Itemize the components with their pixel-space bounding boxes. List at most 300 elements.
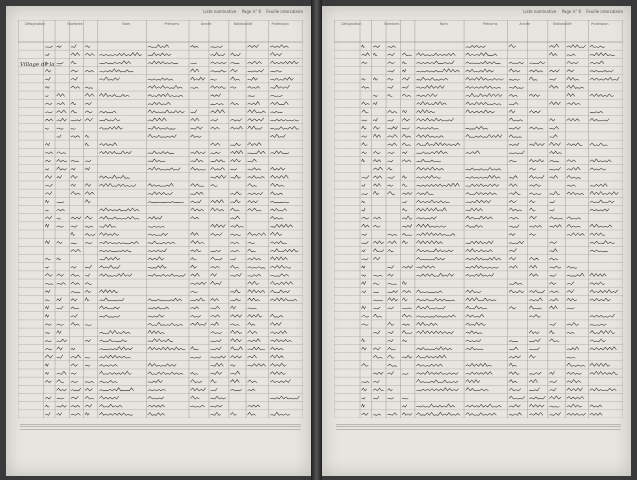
handwritten-entry (71, 364, 78, 367)
handwritten-entry (388, 290, 398, 292)
handwritten-entry (230, 159, 240, 162)
handwritten-entry (248, 143, 262, 146)
handwritten-entry (71, 70, 78, 72)
handwritten-entry (402, 94, 411, 97)
handwritten-entry (248, 176, 265, 179)
handwritten-entry (567, 77, 580, 80)
handwritten-entry (99, 61, 131, 64)
handwritten-entry (57, 339, 67, 342)
handwritten-entry (529, 404, 544, 407)
handwritten-entry (402, 216, 412, 219)
handwritten-entry (85, 404, 92, 407)
handwritten-entry (71, 243, 77, 244)
column-header: Profession (271, 22, 289, 26)
handwritten-entry (590, 233, 605, 236)
handwritten-entry (416, 175, 440, 178)
handwritten-entry (99, 175, 129, 178)
handwritten-entry (402, 134, 411, 137)
handwritten-entry (362, 266, 366, 268)
handwritten-entry (362, 224, 370, 227)
handwritten-entry (388, 176, 395, 178)
handwritten-entry (362, 78, 366, 80)
handwritten-entry (549, 241, 556, 243)
handwritten-entry (211, 200, 224, 203)
handwritten-entry (402, 314, 412, 317)
handwritten-entry (402, 201, 407, 203)
handwritten-entry (191, 167, 206, 170)
handwritten-entry (211, 266, 220, 268)
handwritten-entry (362, 291, 367, 293)
handwritten-entry (248, 45, 259, 48)
handwritten-entry (71, 314, 78, 317)
handwritten-entry (362, 404, 365, 407)
handwritten-entry (45, 53, 49, 55)
handwritten-entry (99, 388, 133, 391)
handwritten-entry (567, 357, 576, 358)
handwritten-entry (590, 290, 618, 293)
handwritten-entry (230, 250, 239, 252)
handwritten-entry (529, 306, 542, 309)
handwritten-entry (85, 265, 92, 268)
handwritten-entry (57, 324, 64, 325)
handwritten-entry (373, 257, 380, 260)
handwritten-entry (466, 216, 493, 219)
handwritten-entry (388, 135, 398, 138)
handwritten-entry (230, 290, 240, 293)
handwritten-entry (191, 380, 202, 383)
handwritten-entry (388, 95, 393, 97)
handwritten-entry (230, 175, 240, 178)
handwritten-entry (529, 234, 536, 236)
handwritten-entry (85, 160, 91, 162)
handwritten-entry (248, 267, 266, 269)
handwritten-entry (509, 176, 518, 179)
handwritten-entry (45, 283, 53, 284)
column-header: Nom (439, 22, 448, 26)
handwritten-entry (248, 405, 261, 407)
handwritten-entry (71, 307, 79, 309)
handwritten-entry (590, 184, 608, 187)
register-table (334, 20, 623, 418)
handwritten-entry (211, 273, 217, 276)
handwritten-entry (402, 209, 407, 211)
handwritten-entry (466, 347, 484, 350)
handwritten-entry (466, 53, 498, 56)
handwritten-entry (230, 315, 242, 318)
handwritten-entry (388, 185, 394, 187)
handwritten-entry (270, 77, 293, 80)
handwritten-entry (509, 118, 523, 121)
handwritten-entry (529, 355, 535, 358)
handwritten-entry (211, 160, 226, 162)
handwritten-entry (590, 405, 602, 407)
handwritten-entry (99, 365, 117, 367)
handwritten-entry (402, 85, 409, 88)
handwritten-entry (466, 61, 501, 64)
handwritten-entry (148, 241, 175, 244)
handwritten-entry (248, 102, 260, 105)
handwritten-entry (148, 274, 186, 277)
handwritten-entry (71, 102, 76, 105)
handwritten-entry (529, 62, 545, 64)
handwritten-entry (362, 217, 370, 219)
handwritten-entry (416, 167, 443, 170)
handwritten-entry (466, 372, 493, 375)
handwritten-entry (362, 62, 368, 64)
handwritten-entry (191, 291, 198, 293)
column-header: Année (519, 22, 531, 26)
handwritten-entry (85, 192, 94, 195)
handwritten-entry (148, 322, 183, 325)
handwritten-entry (362, 201, 365, 203)
page-footnote (20, 422, 301, 440)
handwritten-entry (466, 102, 502, 105)
handwritten-entry (402, 355, 412, 358)
handwritten-entry (567, 192, 584, 195)
handwritten-entry (45, 364, 48, 367)
handwritten-entry (99, 290, 118, 293)
handwritten-entry (270, 134, 285, 137)
handwritten-entry (45, 397, 51, 400)
handwritten-entry (191, 282, 207, 285)
handwritten-entry (388, 364, 397, 366)
handwritten-entry (362, 347, 367, 350)
handwritten-entry (248, 290, 265, 293)
column-header: Année (200, 22, 212, 26)
handwritten-entry (148, 363, 176, 366)
handwritten-entry (45, 143, 50, 146)
handwritten-entry (99, 241, 138, 243)
handwritten-entry (248, 314, 263, 317)
handwritten-entry (148, 389, 166, 391)
handwritten-entry (270, 322, 281, 325)
handwritten-entry (211, 62, 227, 64)
handwritten-entry (466, 175, 501, 178)
handwritten-entry (45, 224, 49, 227)
handwritten-entry (567, 308, 575, 309)
handwritten-entry (57, 242, 63, 244)
handwritten-entry (148, 85, 183, 88)
handwritten-entry (549, 412, 560, 415)
handwritten-entry (57, 167, 67, 170)
handwritten-entry (148, 159, 166, 162)
handwritten-entry (148, 216, 162, 219)
handwritten-entry (248, 192, 263, 195)
handwritten-entry (191, 110, 197, 113)
handwritten-entry (529, 208, 535, 211)
handwritten-entry (509, 266, 518, 269)
ruled-grid (18, 20, 303, 418)
handwritten-entry (509, 184, 518, 187)
left-page (6, 6, 311, 476)
handwritten-entry (590, 298, 611, 301)
handwritten-entry (509, 94, 518, 96)
handwritten-entry (567, 119, 580, 121)
handwritten-entry (45, 274, 52, 277)
handwritten-entry (373, 191, 379, 194)
handwritten-entry (373, 355, 383, 358)
handwritten-entry (509, 102, 518, 104)
handwritten-entry (99, 355, 130, 358)
handwritten-entry (230, 53, 240, 56)
handwritten-entry (466, 77, 504, 80)
handwritten-entry (45, 341, 52, 342)
handwritten-entry (57, 283, 66, 285)
handwritten-entry (416, 364, 442, 366)
handwritten-entry (99, 233, 119, 236)
handwritten-entry (211, 372, 222, 375)
handwritten-entry (529, 94, 540, 97)
handwritten-entry (85, 396, 94, 399)
handwritten-entry (416, 118, 453, 121)
handwritten-entry (549, 323, 555, 326)
handwritten-entry (567, 70, 574, 72)
handwritten-entry (45, 184, 53, 186)
handwritten-entry (191, 405, 205, 407)
handwritten-entry (416, 371, 458, 374)
handwritten-entry (466, 413, 497, 416)
handwritten-entry (270, 111, 282, 113)
handwritten-entry (57, 274, 64, 276)
handwritten-entry (71, 348, 75, 350)
handwritten-entry (509, 388, 521, 391)
handwritten-entry (230, 102, 238, 104)
handwritten-entry (590, 314, 615, 317)
column-header: Nombres (384, 22, 400, 26)
handwritten-entry (362, 143, 368, 146)
handwritten-entry (466, 45, 486, 47)
handwritten-entry (567, 273, 585, 276)
handwritten-entry (549, 85, 558, 88)
handwritten-entry (416, 266, 435, 269)
handwritten-entry (270, 45, 288, 48)
handwritten-entry (362, 281, 366, 284)
handwritten-entry (85, 135, 89, 137)
handwritten-entry (148, 126, 176, 129)
handwritten-entry (549, 274, 556, 276)
handwritten-entry (373, 249, 384, 252)
handwritten-entry (466, 249, 493, 252)
handwritten-entry (191, 69, 200, 72)
handwritten-entry (549, 388, 556, 391)
handwritten-entry (590, 111, 603, 113)
handwritten-entry (388, 110, 398, 113)
handwritten-entry (362, 45, 365, 48)
handwritten-entry (466, 86, 501, 89)
handwritten-entry (148, 227, 165, 228)
handwritten-entry (71, 110, 77, 113)
handwritten-entry (57, 258, 61, 260)
handwritten-entry (567, 388, 583, 391)
handwritten-entry (388, 46, 396, 48)
handwritten-entry (549, 291, 558, 293)
handwritten-entry (148, 405, 165, 407)
handwritten-entry (248, 323, 256, 326)
handwritten-entry (270, 314, 283, 317)
handwritten-entry (270, 167, 285, 170)
handwritten-entry (99, 143, 117, 146)
handwritten-entry (416, 61, 454, 64)
handwritten-entry (191, 307, 200, 309)
handwritten-entry (270, 372, 285, 375)
handwritten-entry (230, 389, 241, 391)
handwritten-entry (529, 70, 543, 72)
handwritten-entry (45, 95, 48, 96)
handwritten-entry (388, 347, 396, 350)
handwritten-entry (148, 397, 164, 400)
handwritten-entry (509, 225, 519, 228)
handwritten-entry (567, 61, 579, 63)
handwritten-entry (270, 85, 289, 88)
handwritten-entry (416, 306, 445, 309)
handwritten-entry (567, 404, 582, 407)
handwritten-entry (71, 299, 77, 301)
handwritten-entry (402, 192, 412, 194)
handwritten-entry (466, 322, 486, 325)
handwritten-entry (402, 281, 407, 284)
handwritten-entry (45, 103, 52, 105)
handwritten-entry (57, 331, 62, 334)
handwritten-entry (373, 292, 379, 293)
handwritten-entry (549, 406, 559, 407)
handwritten-entry (509, 356, 521, 359)
handwritten-entry (388, 143, 397, 146)
handwritten-entry (509, 234, 515, 236)
handwritten-entry (402, 398, 408, 399)
handwritten-entry (590, 282, 605, 285)
handwritten-entry (148, 53, 171, 56)
handwritten-entry (402, 234, 412, 236)
column-header: Désignation (24, 22, 46, 26)
handwritten-entry (549, 44, 559, 47)
handwritten-entry (230, 119, 241, 122)
handwritten-entry (211, 250, 221, 252)
handwritten-entry (191, 159, 204, 162)
handwritten-entry (362, 249, 366, 252)
handwritten-entry (85, 325, 92, 326)
handwritten-entry (270, 282, 293, 285)
handwritten-entry (230, 126, 242, 129)
handwritten-entry (148, 330, 165, 333)
handwritten-entry (71, 86, 80, 88)
handwritten-entry (402, 176, 407, 179)
handwritten-entry (148, 298, 182, 301)
handwritten-entry (549, 160, 559, 162)
handwritten-entry (45, 381, 51, 383)
handwritten-entry (71, 119, 81, 121)
handwritten-entry (230, 266, 239, 269)
handwritten-entry (529, 159, 544, 162)
handwritten-entry (590, 339, 606, 342)
handwritten-entry (388, 191, 396, 194)
handwritten-entry (388, 250, 394, 252)
handwritten-entry (567, 93, 575, 96)
handwritten-entry (71, 405, 80, 407)
handwritten-entry (248, 201, 258, 203)
handwritten-entry (191, 258, 197, 260)
handwritten-entry (509, 257, 516, 260)
handwritten-entry (567, 332, 575, 333)
handwritten-entry (567, 85, 584, 88)
handwritten-entry (71, 136, 80, 138)
handwritten-entry (57, 202, 65, 203)
handwritten-entry (57, 46, 62, 48)
handwritten-entry (99, 396, 119, 399)
handwritten-entry (71, 249, 81, 252)
handwritten-entry (466, 388, 489, 391)
handwritten-entry (416, 216, 436, 219)
handwritten-entry (99, 412, 132, 415)
handwritten-entry (99, 111, 116, 113)
handwritten-entry (85, 243, 92, 244)
handwritten-entry (230, 380, 239, 383)
handwritten-entry (590, 371, 618, 374)
handwritten-entry (416, 135, 443, 138)
handwritten-entry (416, 330, 453, 333)
handwritten-entry (248, 110, 266, 113)
handwritten-entry (230, 216, 239, 219)
handwritten-entry (549, 135, 557, 138)
handwritten-entry (57, 160, 68, 162)
handwritten-entry (57, 398, 65, 399)
handwritten-entry (529, 184, 541, 186)
handwritten-entry (148, 45, 169, 48)
handwritten-entry (388, 168, 393, 171)
handwritten-entry (45, 87, 49, 89)
handwritten-entry (85, 70, 94, 72)
handwritten-entry (590, 388, 617, 391)
handwritten-entry (191, 118, 200, 121)
handwritten-entry (230, 365, 235, 367)
handwritten-entry (248, 380, 257, 383)
handwritten-entry (191, 192, 204, 195)
handwritten-entry (191, 63, 197, 64)
handwritten-entry (509, 192, 521, 195)
handwritten-entry (230, 356, 241, 358)
handwritten-entry (45, 129, 49, 130)
handwritten-entry (270, 347, 283, 350)
handwritten-entry (590, 159, 612, 162)
handwritten-entry (466, 241, 494, 244)
handwritten-entry (416, 85, 444, 88)
handwritten-entry (191, 265, 197, 268)
handwritten-entry (270, 290, 290, 293)
handwritten-entry (362, 102, 370, 105)
handwritten-entry (57, 209, 65, 211)
handwritten-entry (567, 143, 583, 146)
handwritten-entry (71, 175, 78, 178)
handwritten-entry (211, 356, 226, 358)
handwritten-entry (248, 159, 257, 162)
handwritten-entry (362, 126, 367, 129)
handwritten-entry (509, 341, 518, 342)
handwritten-entry (549, 69, 559, 72)
handwritten-entry (85, 389, 92, 391)
handwritten-entry (373, 388, 384, 391)
register-table (18, 20, 303, 418)
handwritten-entry (191, 273, 200, 276)
handwritten-entry (549, 52, 557, 55)
handwritten-entry (191, 357, 202, 359)
handwritten-entry (191, 217, 200, 219)
handwritten-entry (466, 404, 502, 407)
handwritten-entry (567, 167, 581, 170)
handwritten-entry (191, 77, 205, 80)
handwritten-entry (388, 53, 395, 56)
handwritten-entry (590, 77, 619, 80)
handwritten-entry (148, 339, 173, 342)
handwritten-entry (373, 241, 384, 244)
